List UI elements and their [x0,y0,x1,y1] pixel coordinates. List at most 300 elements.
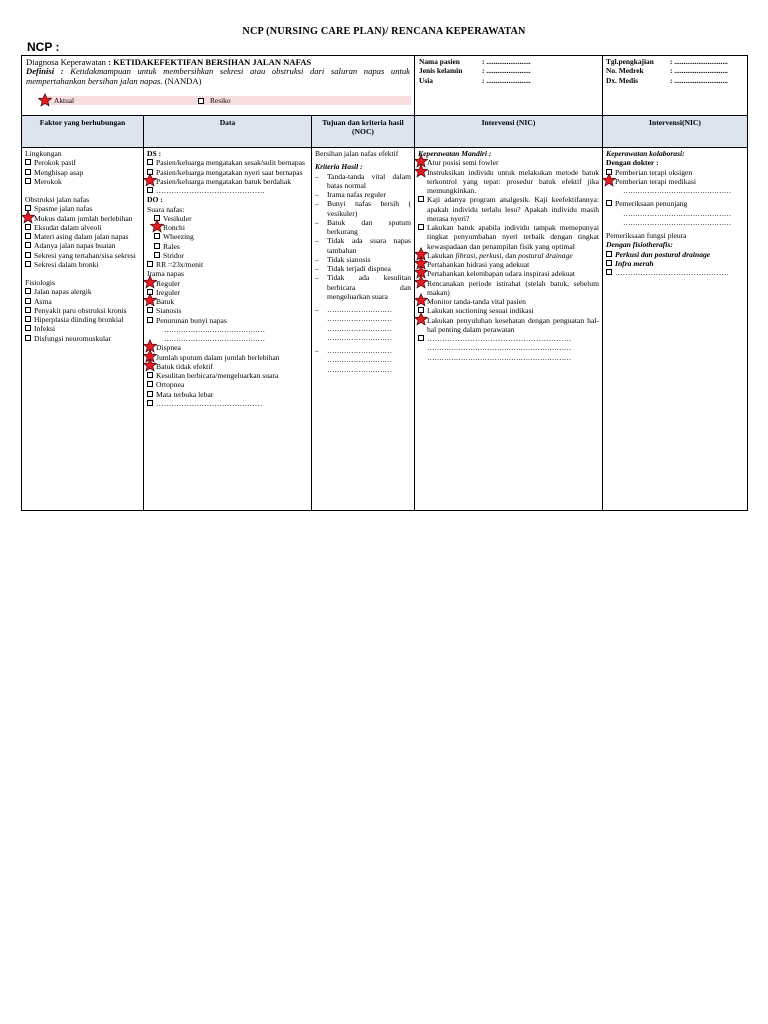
checkbox-square[interactable] [154,243,160,249]
checkbox[interactable] [25,260,34,267]
checklist-item[interactable] [147,177,308,186]
checklist-item[interactable] [418,158,599,167]
check-star-icon [415,312,428,326]
checkbox[interactable] [25,297,34,304]
record-number-label: No. Medrek [606,66,644,76]
checklist-item[interactable] [25,214,140,223]
nic-mandiri-heading: Keperawatan Mandiri : [418,149,492,158]
definition-text: Ketidakmampuan untuk membersihkan sekresi atau obstruksi dari saluran napas untuk mempertahankan bersihan jalan napas. [26,66,411,87]
nic-mandiri-dots [418,343,599,362]
checkbox[interactable] [147,371,156,378]
checkbox-square[interactable] [147,381,153,387]
criteria-label: Kriteria Hasil : [315,162,363,172]
checklist-item[interactable] [25,315,140,324]
criteria-item [315,273,411,301]
criteria-text: Tidak sianosis [327,254,371,264]
checkbox-square[interactable] [147,307,153,313]
checklist-item-label: Pertahankan kelembapan udara inspirasi adekuat [427,269,576,279]
checkbox-square[interactable] [147,317,153,323]
checkbox-square[interactable] [25,288,31,294]
checklist-item[interactable] [606,199,744,208]
check-star-icon [415,164,428,178]
checklist-item-label: Rales [163,241,180,251]
checklist-item-label: Reguler [156,278,181,288]
checkbox[interactable] [147,306,156,313]
blank-line[interactable]: …………………………………………………… [427,352,571,362]
checklist-item-label: ………………………………………………… [427,334,572,343]
checkbox-square[interactable] [25,298,31,304]
checkbox[interactable] [418,168,427,175]
blank-line[interactable] [315,355,411,364]
checklist-item[interactable] [147,390,308,399]
checklist-item-label: RR =23x/menit [156,260,204,269]
checkbox[interactable] [25,334,34,341]
pleura-exam: Pemeriksaan fungsi pleura [606,231,687,240]
checkbox-square[interactable] [25,169,31,175]
doctor-dots: ……………………………………… [623,186,731,195]
criteria-item [315,199,411,218]
checklist-item-label: Rencanakan periode istirahat (stelah batuk, sebelum makan) [427,278,599,297]
checklist-item[interactable] [606,177,744,186]
blank-line-text: ……………………… [327,323,392,333]
checkbox-square[interactable] [606,260,612,266]
checklist-item[interactable] [25,158,140,167]
section-heading: Fisiologis [25,278,55,287]
checklist-item-label: Infra merah [615,258,654,268]
checklist-item-label: Hiperplasia diinding bronkial [34,315,124,324]
checklist-item[interactable] [418,334,599,343]
checkbox-square[interactable] [25,233,31,239]
check-star-icon [38,93,52,107]
checkbox-square[interactable] [147,261,153,267]
checkbox[interactable] [147,279,156,286]
checklist-item-label: Kaji adanya program analgesik. Kaji keefektifannya: apakah individu terlalu lesu? Apakah individu masih merasa nyeri? [427,195,599,223]
checklist-item-label: Menghisap asap [34,167,84,177]
checklist-item[interactable] [147,232,308,241]
checkbox[interactable] [418,297,427,304]
factors-column [22,148,144,510]
checkbox[interactable] [147,186,156,193]
checklist-item-label: Lakukan penyuluhan kesehatan dengan penguatan hal-hal penting dalam perawatan [427,315,599,334]
criteria-item [315,172,411,191]
checkbox-square[interactable] [154,252,160,258]
checklist-item-label: Disfungsi neuromuskular [34,333,111,343]
check-star-icon [603,173,616,187]
checklist-item[interactable] [147,343,308,352]
check-star-icon [144,358,157,372]
checklist-item-label: Batuk [156,297,175,306]
checklist-item-label: Eksudat dalam alveoli [34,222,102,232]
checklist-item[interactable] [418,297,599,306]
section-heading: Suara nafas: [147,204,185,214]
checkbox-square[interactable] [25,307,31,313]
blank-line[interactable]: …………………………………… [164,334,265,343]
nic-independent-column [415,148,603,510]
goals-column [312,148,415,510]
checkbox-square[interactable] [198,98,204,104]
checkbox[interactable] [418,334,427,341]
checklist-item-label: Instruksikan individu untuk melakukan metode batuk terkontrol yang tepat: prosedur batuk efektif jika memungkinkan. [427,167,599,195]
checklist-item-label: Pertahankan hidrasi yang adekuat [427,260,530,269]
checkbox-square[interactable] [25,335,31,341]
checklist-item-label: Pemberian terapi medikasi [615,176,696,186]
checkbox-square[interactable] [418,196,424,202]
checklist-item[interactable] [418,223,599,251]
checkbox-square[interactable] [418,335,424,341]
diagnosis-cell [22,56,415,115]
data-column [144,148,312,510]
checklist-item-label: ……………………………………. [156,186,265,195]
checkbox[interactable] [418,223,427,230]
nic-mandiri-list [418,158,599,343]
blank-line[interactable]: …………………………………………………… [427,343,571,353]
checklist-item-label: Sekresi yang tertahan/sisa sekresi [34,250,136,260]
checklist-item[interactable] [147,251,308,260]
checklist-item-label: Ortopnea [156,380,185,390]
checkbox[interactable] [154,251,163,258]
blank-line[interactable]: …………………………………… [164,324,265,334]
checklist-item[interactable] [147,399,308,408]
checkbox-square[interactable] [418,224,424,230]
checkbox-square[interactable] [25,316,31,322]
patient-name-label: Nama pasien [419,57,460,66]
checkbox[interactable] [25,315,34,322]
checklist-item[interactable] [147,260,308,269]
checklist-item-label: Lakukan suctioning sesuai indikasi [427,306,534,316]
diagnosis-type-aktual[interactable] [42,96,74,105]
checklist-item[interactable] [25,260,140,269]
checklist-item[interactable] [25,232,140,241]
checklist-item-label: Mata terbuka lebar [156,389,214,399]
checklist-item[interactable] [606,268,744,277]
dash-bullet: – [315,273,319,283]
dash-bullet: – [315,305,319,314]
medical-dx-label: Dx. Medis [606,75,639,85]
checkbox[interactable] [147,260,156,267]
blank-line-text: ……………………… [327,346,392,355]
section-heading: DO : [147,195,163,205]
blank-line-text: ……………………… [327,305,392,314]
checkbox-square[interactable] [25,178,31,184]
goal-statement: Bersihan jalan nafas efektif [315,149,399,158]
checklist-item[interactable] [418,251,599,260]
patient-gender-label: Jenis kelamin [419,66,463,76]
checklist-item[interactable] [418,260,599,269]
checklist-item-label: …………………………………… [156,398,263,408]
checklist-item[interactable] [147,316,308,325]
checkbox-square[interactable] [25,159,31,165]
criteria-text: Tidak ada suara napas tambahan [327,236,411,255]
support-dots [606,209,744,228]
patient-name-field[interactable]: : ........................ [482,57,531,66]
checklist-item-label: Pemberian terapi oksigen [615,167,693,177]
checklist-item[interactable] [418,306,599,315]
checklist-item[interactable] [25,334,140,343]
blank-line[interactable] [315,305,411,314]
checklist-item[interactable] [418,195,599,223]
medical-info [603,56,747,115]
checkbox[interactable] [147,177,156,184]
dash-bullet: – [315,254,319,264]
checkbox[interactable] [25,241,34,248]
patient-age-field[interactable]: : ........................ [482,75,531,85]
checklist-item-label: Vesikuler [163,213,192,223]
diagnosis-value: KETIDAKEFEKTIFAN BERSIHAN JALAN NAFAS [113,57,312,67]
checklist-item[interactable] [147,214,308,223]
blank-line-text: ……………………… [327,355,392,365]
checklist-item[interactable] [147,288,308,297]
blank-line-text: ……………………… [327,364,392,374]
definition-source: (NANDA) [162,76,202,87]
care-plan-table [21,55,748,511]
section-heading: Obstruksi jalan nafas [25,195,90,204]
checkbox[interactable] [606,268,615,275]
checkbox[interactable] [418,316,427,323]
checklist-item-label: Ronchi [163,223,185,232]
doctor-list [606,168,744,187]
record-number-field[interactable]: : ............................. [670,66,728,76]
checklist-item[interactable] [147,186,308,195]
checklist-item[interactable] [147,380,308,389]
aktual-checkbox[interactable] [42,97,51,104]
checklist-item[interactable] [25,324,140,333]
criteria-item [315,255,411,264]
blank-line[interactable] [315,324,411,333]
checklist-item-label: Pasien/keluarga mengatakan batuk berdahak [156,176,292,186]
checkbox[interactable] [25,214,34,221]
resiko-label: Resiko [210,96,231,105]
checklist-item[interactable] [147,297,308,306]
checkbox[interactable] [25,324,34,331]
blank-line[interactable]: ……………………………………… [623,217,731,227]
dash-bullet: – [315,217,319,227]
checklist-item-label: Lakukan fibrasi, perkusi, dan postural drainage [427,250,573,260]
checkbox[interactable] [25,223,34,230]
checklist-item[interactable] [418,279,599,298]
checkbox-square[interactable] [606,200,612,206]
patient-info [415,56,603,115]
doctor-label: Dengan dokter : [606,158,659,168]
header-nic-collaborative: Intervensi(NIC) [649,118,701,127]
checklist-item-label: Asma [34,296,52,306]
checklist-item-label: Jumlah sputum dalam jumlah berlebihan [156,352,280,362]
checklist-item-label: Dispnea [156,343,181,353]
checklist-item[interactable] [25,168,140,177]
dash-bullet: – [315,190,319,199]
column-header-row [22,116,747,148]
checklist-item-label: Merokok [34,176,62,186]
checklist-item-label: Pasien/keluarga mengatakan nyeri saat bernapas [156,167,303,177]
dash-bullet: – [315,236,319,246]
checklist-item[interactable] [25,297,140,306]
dash-bullet: – [315,346,319,355]
checkbox[interactable] [25,251,34,258]
checkbox-square[interactable] [606,269,612,275]
assessment-date-field[interactable]: : ............................. [670,57,728,66]
header-row [22,56,747,116]
checkbox[interactable] [25,177,34,184]
checklist-item[interactable] [25,223,140,232]
dash-bullet: – [315,199,319,209]
checkbox[interactable] [606,199,615,206]
checkbox-square[interactable] [25,242,31,248]
criteria-item [315,236,411,255]
check-star-icon [144,293,157,307]
check-star-icon [415,293,428,307]
checklist-item-label: Monitor tanda-tanda vital pasien [427,297,526,306]
checkbox[interactable] [606,259,615,266]
checkbox[interactable] [418,279,427,286]
aktual-label: Aktual [54,96,75,105]
header-nic-independent: Intervensi (NIC) [415,116,603,147]
checklist-item-label: Sianosis [156,306,182,316]
criteria-text: Bunyi nafas bersih ( vesikuler) [327,199,411,218]
dash-bullet: – [315,264,319,273]
checklist-item-label: Kesulitan berbicara/mengeluarkan suara [156,371,279,380]
checklist-item-label: ……………………………………… [615,268,729,277]
checkbox[interactable] [606,177,615,184]
goal-dots-1 [315,305,411,342]
checkbox[interactable] [25,232,34,239]
criteria-text: Irama nafas reguler [327,190,387,199]
checkbox-square[interactable] [147,391,153,397]
checklist-item[interactable] [418,168,599,196]
goal-dots-2 [315,346,411,374]
checkbox-square[interactable] [147,159,153,165]
checklist-item-label: Batuk tidak efektif [156,361,213,371]
checkbox[interactable] [25,168,34,175]
check-star-icon [144,173,157,187]
checklist-item[interactable] [606,168,744,177]
check-star-icon [150,219,164,233]
diagnosis-type-resiko[interactable] [198,96,231,105]
checklist-item[interactable] [25,241,140,250]
checklist-item[interactable] [25,177,140,186]
blank-line[interactable]: ……………………………………… [623,208,731,218]
checkbox-square[interactable] [25,261,31,267]
checkbox[interactable] [418,195,427,202]
checklist-item[interactable] [147,223,308,232]
checkbox-square[interactable] [147,187,153,193]
checklist-item[interactable] [25,287,140,296]
physio-list [606,250,744,278]
checkbox-square[interactable] [25,325,31,331]
checklist-item-label: Lakukan batuk apabila individu tampak memepunyai tingkat penyumbahan nyeri terbaik dengan tingkat kewaspadaan dan penampilan fisik yang optimal [427,223,599,251]
checklist-item[interactable] [147,242,308,251]
checkbox-square[interactable] [25,224,31,230]
patient-age-label: Usia [419,75,433,85]
criteria-item [315,264,411,273]
checklist-item-label: Pemeriksaan penunjang [615,199,688,209]
blank-line[interactable] [315,333,411,342]
assessment-date-label: Tgl.pengkajian [606,57,654,66]
header-goals: Tujuan dan kriteria hasil (NOC) [312,116,415,147]
page-title: NCP (NURSING CARE PLAN)/ RENCANA KEPERAWATAN [242,26,526,37]
diagnosis-label: Diagnosa Keperawatan [26,57,106,67]
check-star-icon [415,275,428,289]
check-star-icon [22,210,35,224]
checkbox[interactable] [606,250,615,257]
diagnosis-colon: : [105,57,114,67]
check-star-icon [144,275,157,289]
medical-dx-field[interactable]: : ............................. [670,75,728,85]
checklist-item-label: Stridor [163,250,185,260]
blank-line[interactable] [315,346,411,355]
checkbox-square[interactable] [147,372,153,378]
checklist-item[interactable] [147,306,308,315]
checklist-item[interactable] [25,204,140,213]
checkbox-square[interactable] [147,400,153,406]
checklist-item[interactable] [147,158,308,167]
nic-collaborative-column [603,148,747,510]
checkbox[interactable] [147,158,156,165]
checkbox[interactable] [147,399,156,406]
patient-gender-field[interactable]: : ........................ [482,66,531,76]
checklist-item-label: Materi asing dalam jalan napas [34,232,129,241]
checkbox-square[interactable] [606,251,612,257]
section-heading: DS : [147,149,162,158]
checklist-item-label: Spasme jalan nafas [34,204,93,214]
checkbox[interactable] [25,306,34,313]
ncp-label: NCP : [27,40,60,54]
checklist-item-label: Ireguler [156,287,181,297]
checklist-item[interactable] [147,362,308,371]
checkbox[interactable] [147,380,156,387]
dash-bullet: – [315,171,319,181]
blank-line[interactable] [315,314,411,323]
checkbox[interactable] [154,232,163,239]
checklist-item[interactable] [418,269,599,278]
checklist-item-label: Atur posisi semi fowler [427,158,499,168]
checklist-item[interactable] [25,251,140,260]
checklist-item-label: Perokok pasif [34,158,76,168]
checkbox[interactable] [25,158,34,165]
checklist-item[interactable] [147,353,308,362]
collab-heading: Keperawatan kolaborasi: [606,149,685,158]
checklist-item[interactable] [418,316,599,335]
checklist-item[interactable] [25,306,140,315]
criteria-text: Tidak ada kesulitan berbicara dan mengeluarkan suara [327,273,411,301]
checkbox[interactable] [147,316,156,323]
checkbox[interactable] [154,223,163,230]
checklist-item[interactable] [606,259,744,268]
checklist-item[interactable] [147,168,308,177]
checkbox[interactable] [147,362,156,369]
criteria-item [315,190,411,199]
checkbox-square[interactable] [154,233,160,239]
checkbox[interactable] [154,242,163,249]
checklist-item-label: Wheezing [163,232,194,242]
section-heading: Lingkungan [25,149,62,158]
checkbox[interactable] [147,390,156,397]
checklist-item-label: Sekresi dalam bronki [34,259,99,269]
blank-line-text: ……………………… [327,314,392,324]
checkbox[interactable] [147,297,156,304]
checklist-item[interactable] [147,279,308,288]
checklist-item-label: Perkusi dan postural drainage [615,249,711,259]
physio-label: Dengan fisiotherafis: [606,240,673,250]
resiko-checkbox[interactable] [198,97,207,104]
checkbox[interactable] [25,287,34,294]
blank-line-text: ……………………… [327,332,392,342]
checklist-item-label: Penyakit paru obstruksi kronis [34,305,127,315]
blank-line[interactable] [315,365,411,374]
criteria-text: Tidak terjadi dispnea [327,264,391,273]
checklist-item[interactable] [606,250,744,259]
checkbox-square[interactable] [25,252,31,258]
checklist-item[interactable] [147,371,308,380]
checklist-item-label: Pasien/keluarga mengatakan sesak/sulit bernapas [156,158,305,168]
